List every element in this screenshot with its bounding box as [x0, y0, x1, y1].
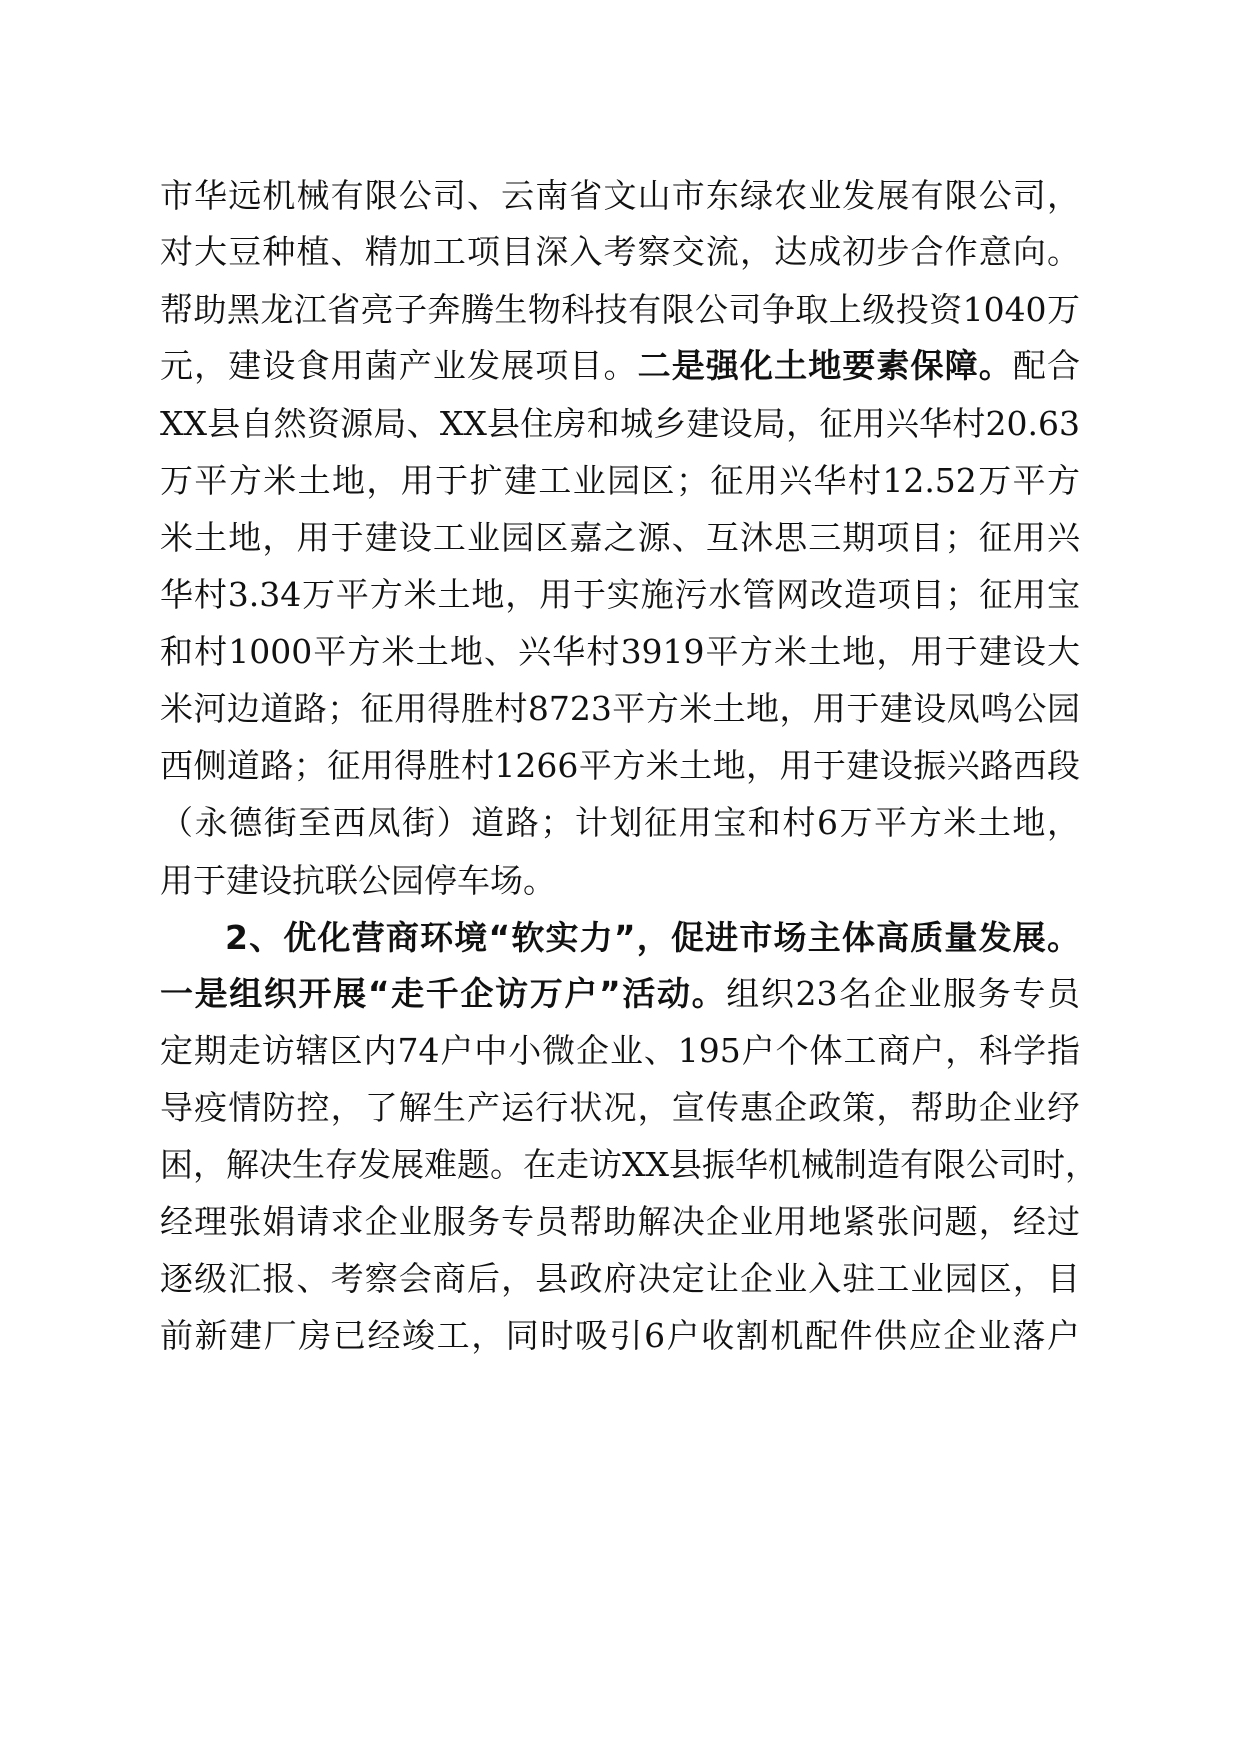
section-heading: [225, 908, 1080, 968]
body-line: [160, 336, 1080, 396]
body-line: [160, 679, 1080, 739]
line-text: 困，解决生存发展难题。在走访XX县振华机械制造有限公司时，: [160, 1145, 1098, 1184]
body-line: [160, 793, 1080, 853]
line-text: 帮助黑龙江省亮子奔腾生物科技有限公司争取上级投资1040万: [160, 290, 1080, 329]
line-text: 组织23名企业服务专员: [726, 974, 1080, 1013]
line-text: 和村1000平方米土地、兴华村3919平方米土地，用于建设大: [160, 632, 1080, 671]
body-line: [160, 851, 1080, 911]
line-text: 导疫情防控，了解生产运行状况，宣传惠企政策，帮助企业纾: [160, 1088, 1080, 1127]
line-text: 前新建厂房已经竣工，同时吸引6户收割机配件供应企业落户: [160, 1316, 1080, 1355]
line-text: 华村3.34万平方米土地，用于实施污水管网改造项目；征用宝: [160, 575, 1080, 614]
body-line: [160, 1192, 1080, 1252]
body-line: [160, 736, 1080, 796]
line-text: （永德街至西凤街）道路；计划征用宝和村6万平方米土地，: [160, 803, 1080, 842]
line-text: 定期走访辖区内74户中小微企业、195户个体工商户，科学指: [160, 1031, 1080, 1070]
line-text: 米河边道路；征用得胜村8723平方米土地，用于建设凤鸣公园: [160, 689, 1080, 728]
section-heading-inline: 二是强化土地要素保障。: [637, 346, 1013, 385]
body-line: [160, 622, 1080, 682]
line-text: 市华远机械有限公司、云南省文山市东绿农业发展有限公司，: [160, 176, 1080, 215]
body-line: [160, 394, 1080, 454]
line-text: 西侧道路；征用得胜村1266平方米土地，用于建设振兴路西段: [160, 746, 1080, 785]
line-text: 米土地，用于建设工业园区嘉之源、互沐思三期项目；征用兴: [160, 518, 1080, 557]
body-line: [160, 222, 1080, 282]
section-heading-inline: 一是组织开展“走千企访万户”活动。: [160, 974, 727, 1013]
section-heading-text: 2、优化营商环境“软实力”，促进市场主体高质量发展。: [225, 918, 1080, 957]
line-text: 万平方米土地，用于扩建工业园区；征用兴华村12.52万平方: [160, 461, 1080, 500]
body-line: [160, 280, 1080, 340]
line-text: 元，建设食用菌产业发展项目。: [160, 346, 638, 385]
body-line: [160, 1135, 1098, 1195]
body-line: [160, 1021, 1080, 1081]
body-line: [160, 508, 1080, 568]
body-line: [160, 166, 1080, 226]
line-text: 逐级汇报、考察会商后，县政府决定让企业入驻工业园区，目: [160, 1259, 1080, 1298]
line-text: 用于建设抗联公园停车场。: [160, 861, 556, 900]
body-line: [160, 1249, 1080, 1309]
body-line: [160, 1306, 1080, 1366]
line-text: XX县自然资源局、XX县住房和城乡建设局，征用兴华村20.63: [160, 404, 1080, 443]
line-text: 配合: [1012, 346, 1081, 385]
body-line: [160, 565, 1080, 625]
body-line: [160, 451, 1080, 511]
line-text: 对大豆种植、精加工项目深入考察交流，达成初步合作意向。: [160, 232, 1080, 271]
body-line: [160, 964, 1080, 1024]
line-text: 经理张娟请求企业服务专员帮助解决企业用地紧张问题，经过: [160, 1202, 1080, 1241]
body-line: [160, 1078, 1080, 1138]
